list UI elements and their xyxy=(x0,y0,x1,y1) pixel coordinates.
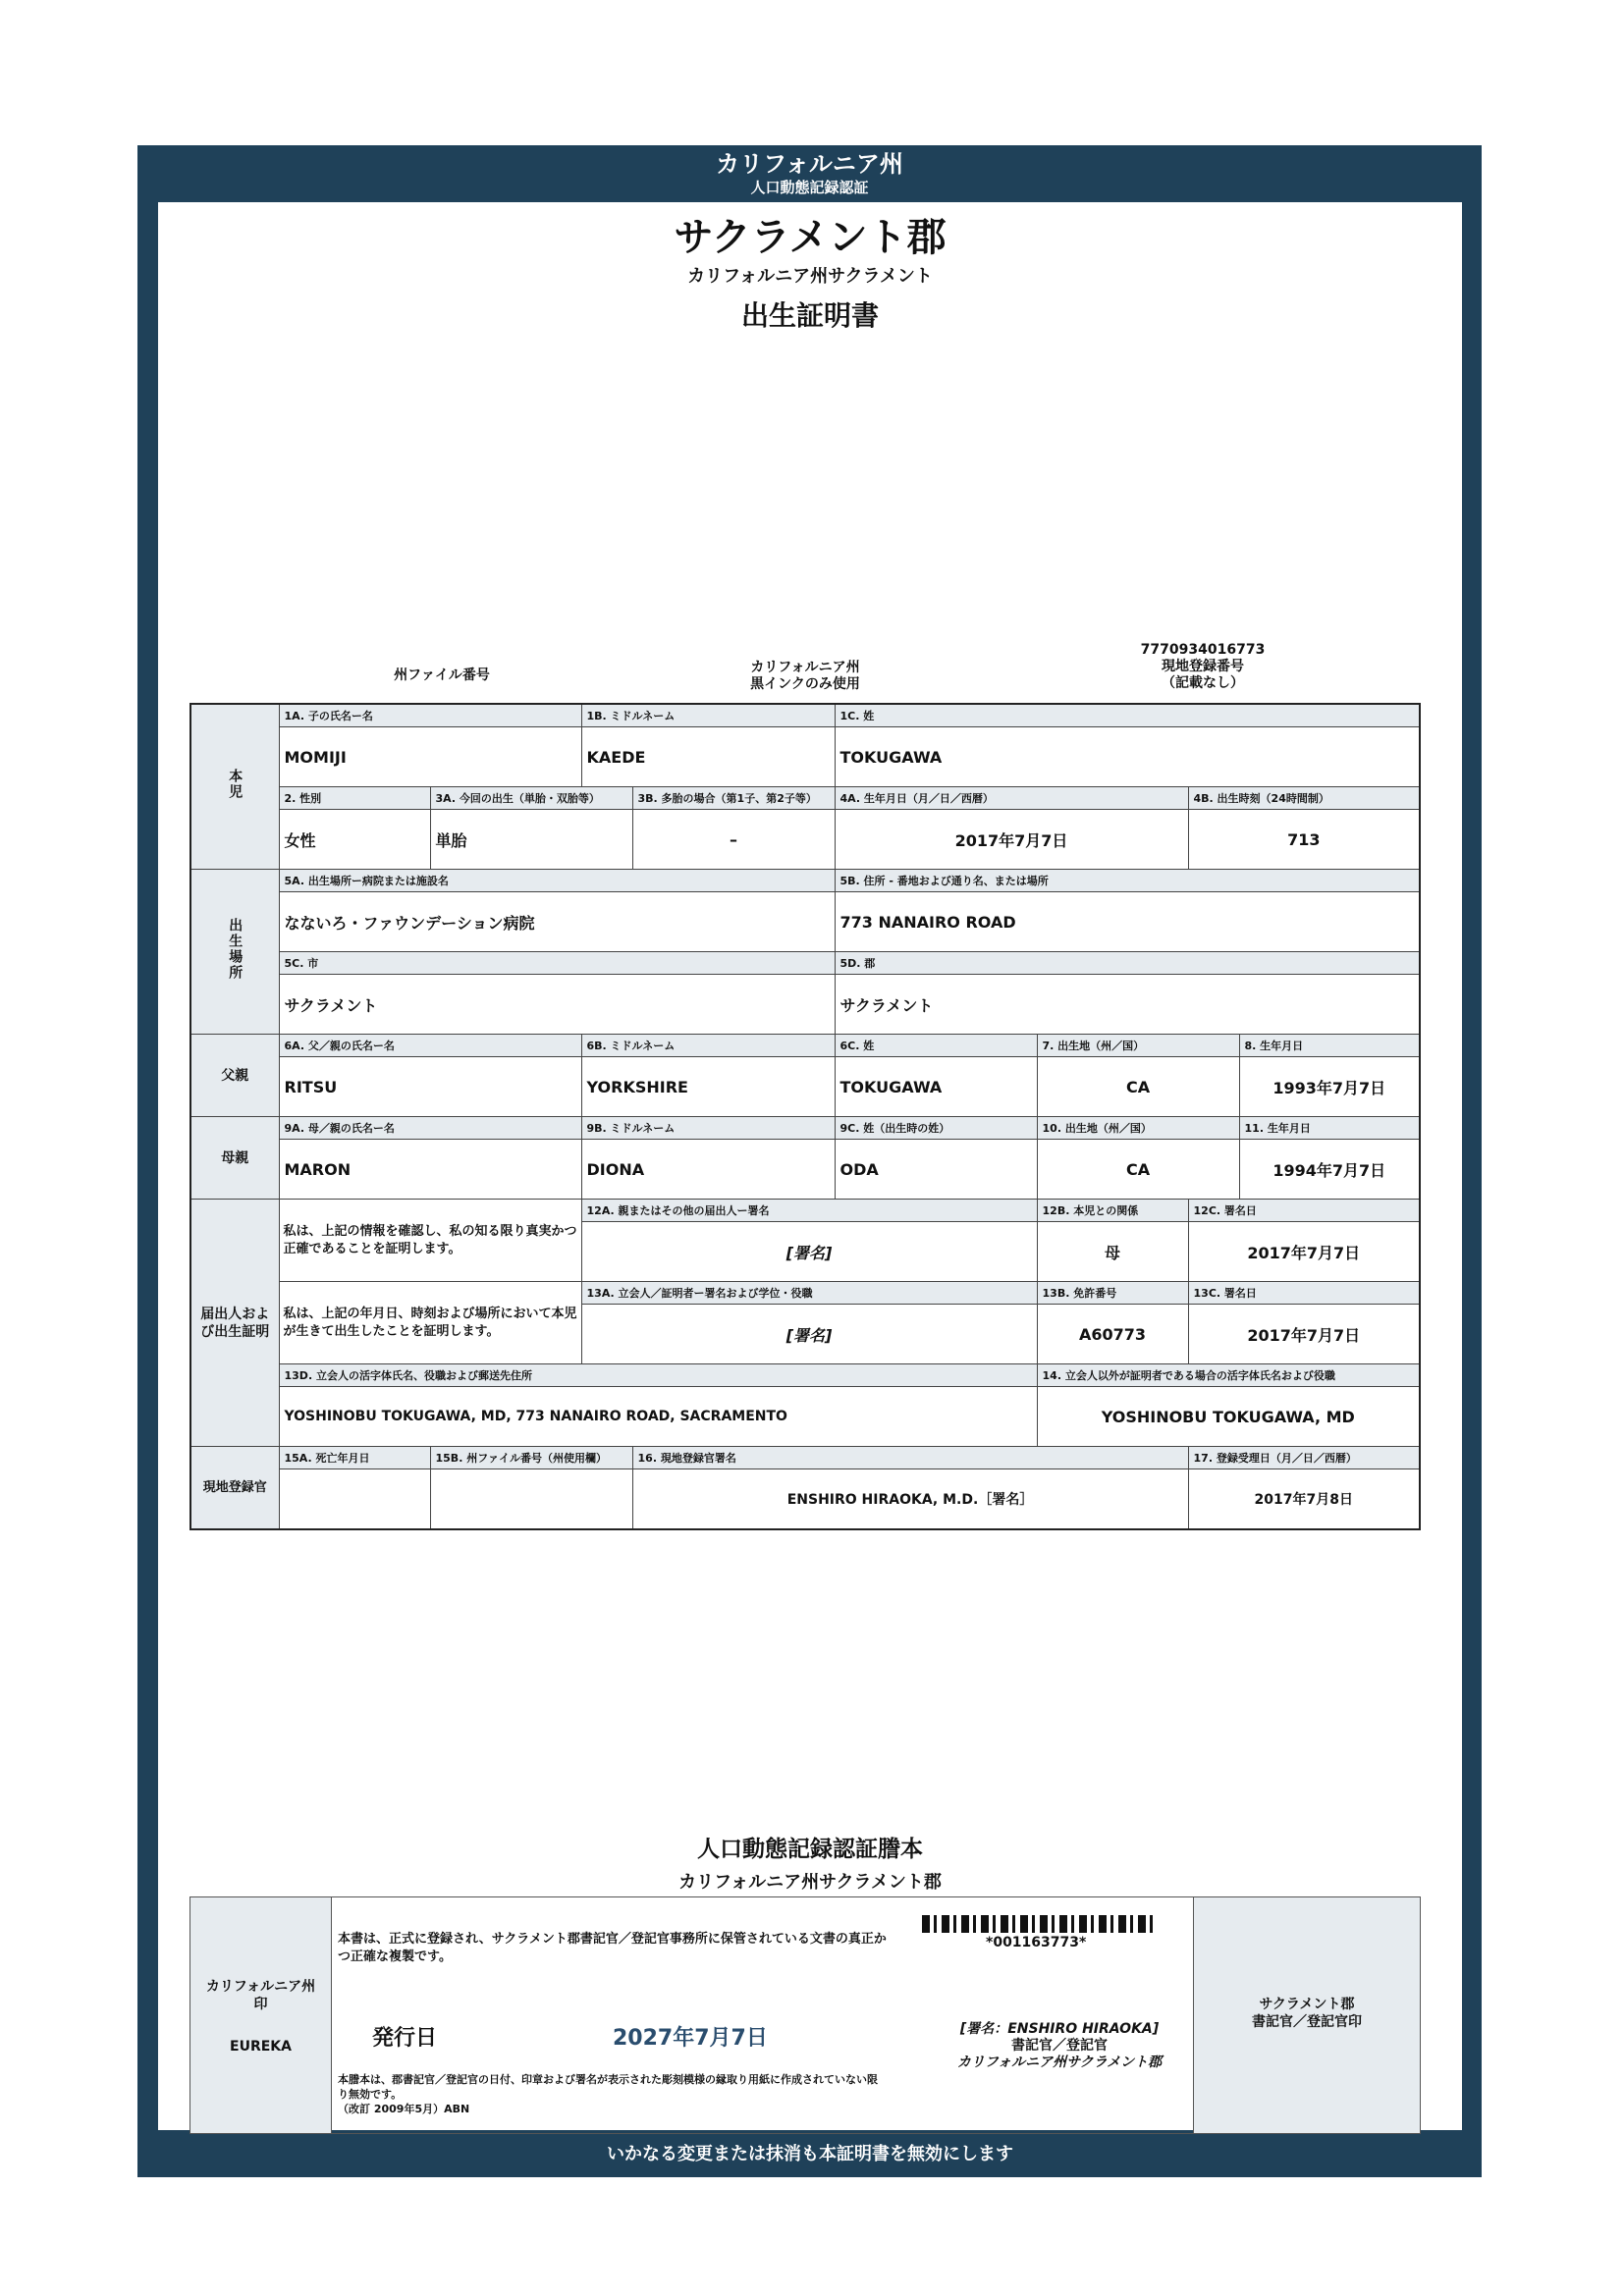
label-14: 14. 立会人以外が証明者である場合の活字体氏名および役職 xyxy=(1037,1364,1420,1387)
label-17: 17. 登録受理日（月／日／西暦） xyxy=(1188,1447,1420,1469)
death-date xyxy=(279,1469,430,1530)
label-12a: 12A. 親またはその他の届出人ー署名 xyxy=(581,1200,1037,1222)
label-16: 16. 現地登録官署名 xyxy=(632,1447,1188,1469)
state-file-number xyxy=(430,1469,632,1530)
label-10: 10. 出生地（州／国） xyxy=(1037,1117,1239,1140)
child-first-name: MOMIJI xyxy=(279,727,581,787)
father-first-name: RITSU xyxy=(279,1057,581,1117)
certifier-name-title: YOSHINOBU TOKUGAWA, MD xyxy=(1037,1387,1420,1447)
barcode-icon xyxy=(922,1915,1158,1933)
father-middle-name: YORKSHIRE xyxy=(581,1057,835,1117)
label-3b: 3B. 多胎の場合（第1子、第2子等） xyxy=(632,787,835,810)
label-9a: 9A. 母／親の氏名ー名 xyxy=(279,1117,581,1140)
child-middle-name: KAEDE xyxy=(581,727,835,787)
section-child: 本児 xyxy=(190,704,279,870)
license-number: A60773 xyxy=(1037,1305,1188,1364)
county-clerk-seal: サクラメント郡 書記官／登記官印 xyxy=(1193,1897,1420,2133)
city-subtitle: カリフォルニア州サクラメント xyxy=(687,266,933,287)
ink-instruction: カリフォルニア州 黒インクのみ使用 xyxy=(750,660,860,692)
label-15b: 15B. 州ファイル番号（州使用欄） xyxy=(430,1447,632,1469)
state-file-label: 州ファイル番号 xyxy=(394,667,490,683)
informant-relationship: 母 xyxy=(1037,1222,1188,1282)
birth-facility: なないろ・ファウンデーション病院 xyxy=(279,892,835,952)
barcode-number: *001163773* xyxy=(986,1935,1087,1950)
county-title: サクラメント郡 xyxy=(674,215,947,260)
local-note: （記載なし） xyxy=(1162,675,1244,691)
banner-subtitle: 人口動態記録認証 xyxy=(750,179,869,196)
certifier-signature: [署名] xyxy=(581,1305,1037,1364)
label-6c: 6C. 姓 xyxy=(835,1035,1037,1057)
certified-copy-subtitle: カリフォルニア州サクラメント郡 xyxy=(678,1872,942,1893)
section-birthplace: 出生場所 xyxy=(190,870,279,1035)
mother-birth-date: 1994年7月7日 xyxy=(1239,1140,1420,1200)
father-birth-date: 1993年7月7日 xyxy=(1239,1057,1420,1117)
label-4a: 4A. 生年月日（月／日／西暦） xyxy=(835,787,1188,810)
label-7: 7. 出生地（州／国） xyxy=(1037,1035,1239,1057)
mother-last-name: ODA xyxy=(835,1140,1037,1200)
label-5c: 5C. 市 xyxy=(279,952,835,975)
certification-text: 本書は、正式に登録され、サクラメント郡書記官／登記官事務所に保管されている文書の真正かつ正確な複製です。 xyxy=(338,1932,887,1964)
section-father: 父親 xyxy=(190,1035,279,1117)
section-registrar: 現地登録官 xyxy=(190,1447,279,1530)
birth-time: 713 xyxy=(1188,810,1420,870)
label-1c: 1C. 姓 xyxy=(835,704,1420,727)
label-2: 2. 性別 xyxy=(279,787,430,810)
clerk-signature-block: [署名：ENSHIRO HIRAOKA] 書記官／登記官 カリフォルニア州サクラメント郡 xyxy=(956,2021,1163,2070)
birth-address: 773 NANAIRO ROAD xyxy=(835,892,1420,952)
label-13d: 13D. 立会人の活字体氏名、役職および郵送先住所 xyxy=(279,1364,1037,1387)
issue-date: 2027年7月7日 xyxy=(613,2026,768,2051)
label-9c: 9C. 姓（出生時の姓） xyxy=(835,1117,1037,1140)
label-3a: 3A. 今回の出生（単胎・双胎等） xyxy=(430,787,632,810)
certifier-sign-date: 2017年7月7日 xyxy=(1188,1305,1420,1364)
state-name: カリフォルニア州 xyxy=(716,150,903,178)
issue-date-label: 発行日 xyxy=(372,2026,438,2051)
informant-sign-date: 2017年7月7日 xyxy=(1188,1222,1420,1282)
label-13a: 13A. 立会人／証明者ー署名および学位・役職 xyxy=(581,1282,1037,1305)
top-banner xyxy=(137,145,1482,202)
local-label: 現地登録番号 xyxy=(1162,659,1244,674)
informant-signature: [署名] xyxy=(581,1222,1037,1282)
child-sex: 女性 xyxy=(279,810,430,870)
label-6a: 6A. 父／親の氏名ー名 xyxy=(279,1035,581,1057)
birth-order: – xyxy=(632,810,835,870)
label-8: 8. 生年月日 xyxy=(1239,1035,1420,1057)
label-13b: 13B. 免許番号 xyxy=(1037,1282,1188,1305)
label-5b: 5B. 住所 - 番地および通り名、または場所 xyxy=(835,870,1420,892)
footer-warning: いかなる変更または抹消も本証明書を無効にします xyxy=(607,2144,1013,2164)
birth-county: サクラメント xyxy=(835,975,1420,1035)
certified-copy-title: 人口動態記録認証謄本 xyxy=(697,1837,923,1862)
label-5a: 5A. 出生場所ー病院または施設名 xyxy=(279,870,835,892)
section-informant: 届出人および出生証明 xyxy=(190,1200,279,1447)
local-registration xyxy=(1110,642,1296,692)
informant-statement: 私は、上記の情報を確認し、私の知る限り真実かつ正確であることを証明します。 xyxy=(279,1200,581,1282)
label-6b: 6B. ミドルネーム xyxy=(581,1035,835,1057)
local-number: 7770934016773 xyxy=(1140,642,1266,658)
birth-record-form xyxy=(189,703,1421,1530)
label-1b: 1B. ミドルネーム xyxy=(581,704,835,727)
state-seal: カリフォルニア州 印 EUREKA xyxy=(190,1897,332,2133)
validity-footnote: 本謄本は、郡書記官／登記官の日付、印章および署名が表示された彫刻模様の縁取り用紙に作成されていない限り無効です。 （改訂 2009年5月）ABN xyxy=(338,2073,878,2115)
mother-middle-name: DIONA xyxy=(581,1140,835,1200)
father-last-name: TOKUGAWA xyxy=(835,1057,1037,1117)
label-12c: 12C. 署名日 xyxy=(1188,1200,1420,1222)
seal-motto: EUREKA xyxy=(230,2039,292,2055)
registration-date: 2017年7月8日 xyxy=(1188,1469,1420,1530)
document-title: 出生証明書 xyxy=(740,299,879,332)
certifier-statement: 私は、上記の年月日、時刻および場所において本児が生きて出生したことを証明します。 xyxy=(279,1282,581,1364)
label-11: 11. 生年月日 xyxy=(1239,1117,1420,1140)
attendant-name-address: YOSHINOBU TOKUGAWA, MD, 773 NANAIRO ROAD, SACRAMENTO xyxy=(279,1387,1037,1447)
certification-block xyxy=(189,1896,1421,2134)
registrar-signature: ENSHIRO HIRAOKA, M.D.［署名］ xyxy=(632,1469,1188,1530)
label-13c: 13C. 署名日 xyxy=(1188,1282,1420,1305)
label-1a: 1A. 子の氏名ー名 xyxy=(279,704,581,727)
father-birthplace: CA xyxy=(1037,1057,1239,1117)
birth-type: 単胎 xyxy=(430,810,632,870)
label-12b: 12B. 本児との関係 xyxy=(1037,1200,1188,1222)
birth-city: サクラメント xyxy=(279,975,835,1035)
label-15a: 15A. 死亡年月日 xyxy=(279,1447,430,1469)
label-5d: 5D. 郡 xyxy=(835,952,1420,975)
section-mother: 母親 xyxy=(190,1117,279,1200)
label-4b: 4B. 出生時刻（24時間制） xyxy=(1188,787,1420,810)
child-last-name: TOKUGAWA xyxy=(835,727,1420,787)
birth-date: 2017年7月7日 xyxy=(835,810,1188,870)
mother-first-name: MARON xyxy=(279,1140,581,1200)
label-9b: 9B. ミドルネーム xyxy=(581,1117,835,1140)
mother-birthplace: CA xyxy=(1037,1140,1239,1200)
